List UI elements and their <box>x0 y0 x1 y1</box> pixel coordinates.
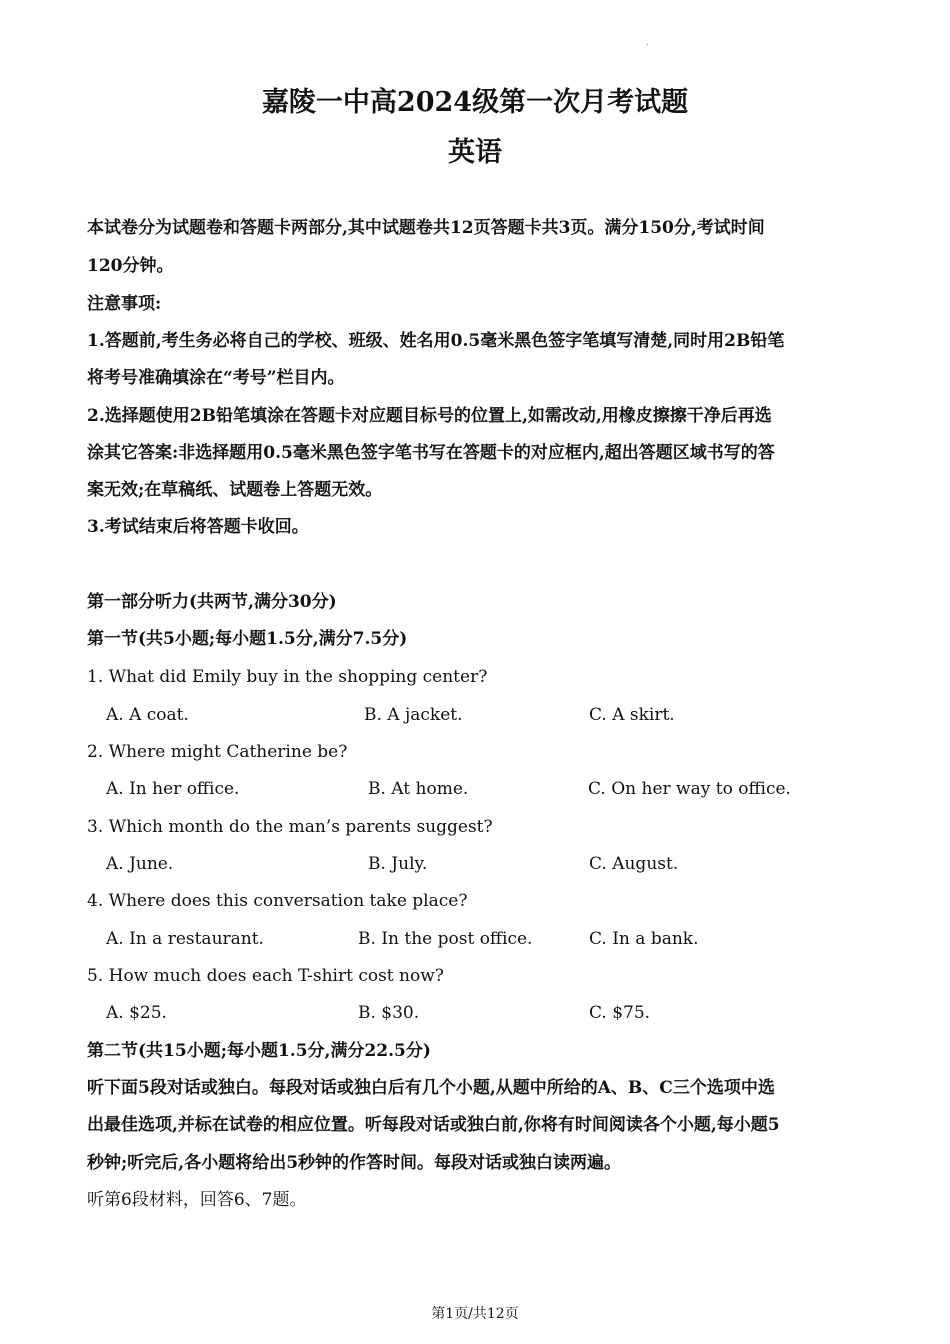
notice-line: 将考号准确填涂在“考号”栏目内。 <box>87 368 345 388</box>
material-note: 听第6段材料，回答6、7题。 <box>87 1190 307 1210</box>
notice-line: 案无效;在草稿纸、试题卷上答题无效。 <box>87 480 383 500</box>
option-b: B. At home. <box>368 779 469 799</box>
option-b: B. July. <box>368 854 428 874</box>
option-a: A. A coat. <box>106 705 189 725</box>
notice-line: 2.选择题使用2B铅笔填涂在答题卡对应题目标号的位置上,如需改动,用橡皮擦擦干净后再选 <box>87 406 772 426</box>
option-c: C. August. <box>589 854 679 874</box>
page-footer: 第1页/共12页 <box>431 1306 519 1322</box>
exam-title: 嘉陵一中高2024级第一次月考试题 <box>261 87 689 118</box>
section1-heading: 第一节(共5小题;每小题1.5分,满分7.5分) <box>87 629 408 649</box>
intro-line-2: 120分钟。 <box>87 256 174 276</box>
option-a: A. In a restaurant. <box>106 929 264 949</box>
option-b: B. In the post office. <box>358 929 533 949</box>
section2-instruction: 出最佳选项,并标在试卷的相应位置。听每段对话或独白前,你将有时间阅读各个小题,每小题5 <box>87 1115 780 1135</box>
section2-instruction: 秒钟;听完后,各小题将给出5秒钟的作答时间。每段对话或独白读两遍。 <box>87 1153 622 1173</box>
notice-line: 涂其它答案:非选择题用0.5毫米黑色签字笔书写在答题卡的对应框内,超出答题区域书写的答 <box>87 443 775 463</box>
option-c: C. A skirt. <box>589 705 675 725</box>
question-1: 1. What did Emily buy in the shopping center? <box>87 667 488 687</box>
part1-heading: 第一部分听力(共两节,满分30分) <box>87 592 337 612</box>
question-2: 2. Where might Catherine be? <box>87 742 348 762</box>
intro-line-1: 本试卷分为试题卷和答题卡两部分,其中试题卷共12页答题卡共3页。满分150分,考试时间 <box>87 218 765 238</box>
notice-line: 1.答题前,考生务必将自己的学校、班级、姓名用0.5毫米黑色签字笔填写清楚,同时用2B铅笔 <box>87 331 785 351</box>
option-a: A. $25. <box>106 1003 167 1023</box>
option-a: A. June. <box>106 854 174 874</box>
question-5: 5. How much does each T-shirt cost now? <box>87 966 444 986</box>
section2-instruction: 听下面5段对话或独白。每段对话或独白后有几个小题,从题中所给的A、B、C三个选项中选 <box>87 1078 775 1098</box>
page-mark: . <box>646 38 649 47</box>
option-a: A. In her office. <box>106 779 240 799</box>
notice-heading: 注意事项: <box>87 294 162 314</box>
section2-heading: 第二节(共15小题;每小题1.5分,满分22.5分) <box>87 1041 431 1061</box>
option-b: B. A jacket. <box>364 705 463 725</box>
notice-line: 3.考试结束后将答题卡收回。 <box>87 517 309 537</box>
option-c: C. On her way to office. <box>588 779 791 799</box>
option-c: C. In a bank. <box>589 929 699 949</box>
exam-subject: 英语 <box>448 137 502 168</box>
question-3: 3. Which month do the man’s parents suggest? <box>87 817 493 837</box>
option-c: C. $75. <box>589 1003 651 1023</box>
option-b: B. $30. <box>358 1003 420 1023</box>
question-4: 4. Where does this conversation take place? <box>87 891 468 911</box>
